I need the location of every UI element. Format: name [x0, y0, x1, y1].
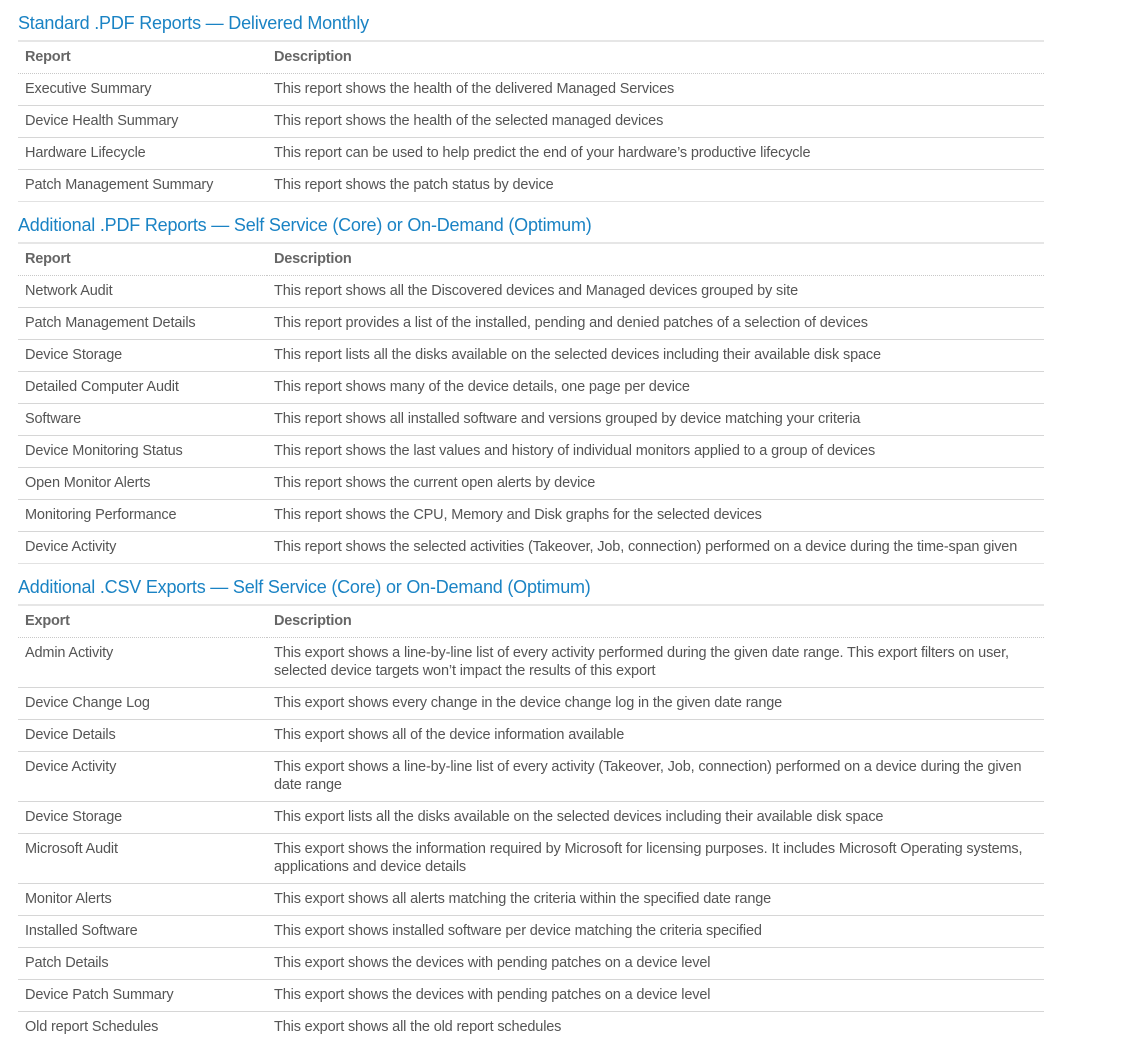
- row-description: This report shows all the Discovered devices and Managed devices grouped by site: [267, 276, 1044, 308]
- row-description: This report shows the current open alerts by device: [267, 468, 1044, 500]
- row-name: Device Patch Summary: [18, 980, 267, 1012]
- row-name: Old report Schedules: [25, 1019, 159, 1035]
- row-name: Device Monitoring Status: [18, 436, 267, 468]
- row-description: This report shows the health of the delivered Managed Services: [267, 74, 1044, 106]
- row-name: Software: [18, 404, 267, 436]
- row-description: This export shows all alerts matching the criteria within the specified date range: [267, 884, 1044, 916]
- row-description: This export shows the devices with pending patches on a device level: [267, 980, 1044, 1012]
- row-description: This export shows a line-by-line list of every activity performed during the given date range. This export filters on user, selected device targets won’t impact the results of this export: [267, 638, 1044, 688]
- row-name: Device Storage: [18, 802, 267, 834]
- row-description: This export shows all of the device information available: [267, 720, 1044, 752]
- row-description: This report lists all the disks available on the selected devices including their available disk space: [267, 340, 1044, 372]
- row-name: Hardware Lifecycle: [18, 138, 267, 170]
- table-header-row: [18, 243, 1044, 276]
- row-name: Device Activity: [18, 532, 267, 564]
- additional-csv-exports-section: [18, 564, 1044, 1044]
- table-row: [18, 468, 1044, 500]
- table-row: [18, 638, 1044, 688]
- table-row: [18, 948, 1044, 980]
- table-row: [18, 916, 1044, 948]
- row-description: This export shows a line-by-line list of every activity (Takeover, Job, connection) performed on a device during the given date range: [267, 752, 1044, 802]
- table-row: [18, 404, 1044, 436]
- table-row: [18, 834, 1044, 884]
- table-row: [18, 276, 1044, 308]
- table-row: [18, 980, 1044, 1012]
- row-name: Executive Summary: [18, 74, 267, 106]
- section-title: Additional .CSV Exports — Self Service (Core) or On-Demand (Optimum): [18, 577, 591, 597]
- row-name: Patch Details: [18, 948, 267, 980]
- row-description: This report shows the CPU, Memory and Disk graphs for the selected devices: [267, 500, 1044, 532]
- row-name: Patch Management Details: [18, 308, 267, 340]
- column-header-name: Report: [18, 41, 267, 74]
- row-description: This report shows all installed software and versions grouped by device matching your criteria: [267, 404, 1044, 436]
- row-name: Monitoring Performance: [18, 500, 267, 532]
- table-row: [18, 752, 1044, 802]
- row-description: This report provides a list of the installed, pending and denied patches of a selection of devices: [267, 308, 1044, 340]
- row-description: This export shows the information required by Microsoft for licensing purposes. It includes Microsoft Operating systems, applications and device details: [267, 834, 1044, 884]
- table-header-row: [18, 41, 1044, 74]
- column-header-description: Description: [267, 243, 1044, 276]
- table-row: [18, 308, 1044, 340]
- row-description: This report can be used to help predict the end of your hardware’s productive lifecycle: [267, 138, 1044, 170]
- table-row: [18, 372, 1044, 404]
- report-catalog: [18, 0, 1044, 1044]
- row-name: Detailed Computer Audit: [18, 372, 267, 404]
- section-title: Standard .PDF Reports — Delivered Monthly: [18, 13, 369, 33]
- section-title: Additional .PDF Reports — Self Service (Core) or On-Demand (Optimum): [18, 215, 592, 235]
- row-name: Admin Activity: [18, 638, 267, 688]
- table-row: [18, 138, 1044, 170]
- row-description: This export shows all the old report schedules: [274, 1019, 562, 1035]
- table-row: [18, 436, 1044, 468]
- table-row: [18, 802, 1044, 834]
- row-name: Device Change Log: [18, 688, 267, 720]
- row-name: Device Health Summary: [18, 106, 267, 138]
- table-row: [18, 720, 1044, 752]
- standard-pdf-reports-section: [18, 0, 1044, 202]
- row-description: This report shows many of the device details, one page per device: [267, 372, 1044, 404]
- row-description: This report shows the last values and history of individual monitors applied to a group of devices: [267, 436, 1044, 468]
- row-description: This export lists all the disks available on the selected devices including their available disk space: [267, 802, 1044, 834]
- table-row: [18, 500, 1044, 532]
- column-header-name: Report: [18, 243, 267, 276]
- row-description: This report shows the selected activities (Takeover, Job, connection) performed on a device during the time-span given: [267, 532, 1044, 564]
- table-header-row: [18, 605, 1044, 638]
- table-row: [18, 884, 1044, 916]
- row-name: Device Activity: [18, 752, 267, 802]
- row-name: Monitor Alerts: [18, 884, 267, 916]
- row-description: This export shows every change in the device change log in the given date range: [267, 688, 1044, 720]
- table-row: [18, 532, 1044, 564]
- column-header-description: Description: [267, 605, 1044, 638]
- row-name: Network Audit: [18, 276, 267, 308]
- row-description: This export shows installed software per device matching the criteria specified: [267, 916, 1044, 948]
- additional-csv-exports-table: [18, 604, 1044, 1044]
- standard-pdf-reports-table: [18, 40, 1044, 202]
- row-name: Device Details: [18, 720, 267, 752]
- row-description: This report shows the health of the selected managed devices: [267, 106, 1044, 138]
- table-row: [18, 106, 1044, 138]
- table-row: [18, 688, 1044, 720]
- row-name: Device Storage: [18, 340, 267, 372]
- row-description: This export shows the devices with pending patches on a device level: [267, 948, 1044, 980]
- table-row: [18, 74, 1044, 106]
- table-row: [18, 170, 1044, 202]
- table-row: [18, 340, 1044, 372]
- row-name: Installed Software: [18, 916, 267, 948]
- column-header-description: Description: [267, 41, 1044, 74]
- additional-pdf-reports-section: [18, 202, 1044, 564]
- row-description: This report shows the patch status by device: [267, 170, 1044, 202]
- row-name: Patch Management Summary: [18, 170, 267, 202]
- row-name: Open Monitor Alerts: [18, 468, 267, 500]
- table-row: [18, 1012, 1044, 1044]
- column-header-name: Export: [18, 605, 267, 638]
- row-name: Microsoft Audit: [18, 834, 267, 884]
- additional-pdf-reports-table: [18, 242, 1044, 564]
